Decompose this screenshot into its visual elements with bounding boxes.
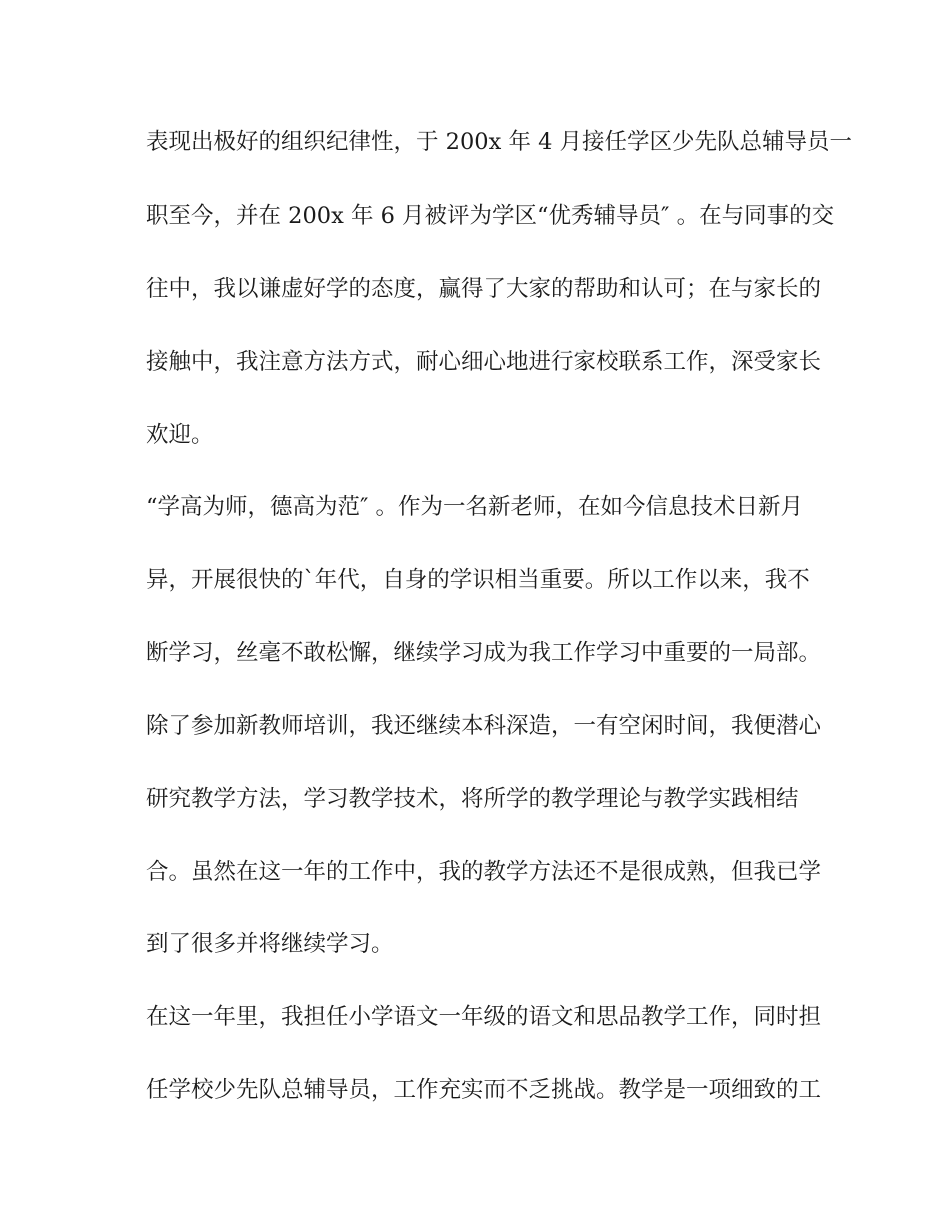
text-line: 研究教学方法，学习教学技术，将所学的教学理论与教学实践相结 <box>146 786 799 812</box>
text-line: 接触中，我注意方法方式，耐心细心地进行家校联系工作，深受家长 <box>146 349 822 375</box>
text-line: 职至今，并在 200x 年 6 月被评为学区“优秀辅导员″ 。在与同事的交 <box>146 203 835 229</box>
text-line: 欢迎。 <box>146 422 214 448</box>
text-line: 往中，我以谦虚好学的态度，赢得了大家的帮助和认可；在与家长的 <box>146 276 822 302</box>
text-line: 表现出极好的组织纪律性，于 200x 年 4 月接任学区少先队总辅导员一 <box>146 129 853 155</box>
text-line: 断学习，丝毫不敢松懈，继续学习成为我工作学习中重要的一局部。 <box>146 640 822 666</box>
text-line: 合。虽然在这一年的工作中，我的教学方法还不是很成熟，但我已学 <box>146 859 822 885</box>
text-line: “学高为师，德高为范″ 。作为一名新老师，在如今信息技术日新月 <box>146 494 804 520</box>
text-line: 在这一年里，我担任小学语文一年级的语文和思品教学工作，同时担 <box>146 1004 822 1030</box>
text-line: 异，开展很快的`年代，自身的学识相当重要。所以工作以来，我不 <box>146 567 810 593</box>
text-line: 任学校少先队总辅导员，工作充实而不乏挑战。教学是一项细致的工 <box>146 1077 822 1103</box>
text-line: 到了很多并将继续学习。 <box>146 931 394 957</box>
text-line: 除了参加新教师培训，我还继续本科深造，一有空闲时间，我便潜心 <box>146 713 822 739</box>
